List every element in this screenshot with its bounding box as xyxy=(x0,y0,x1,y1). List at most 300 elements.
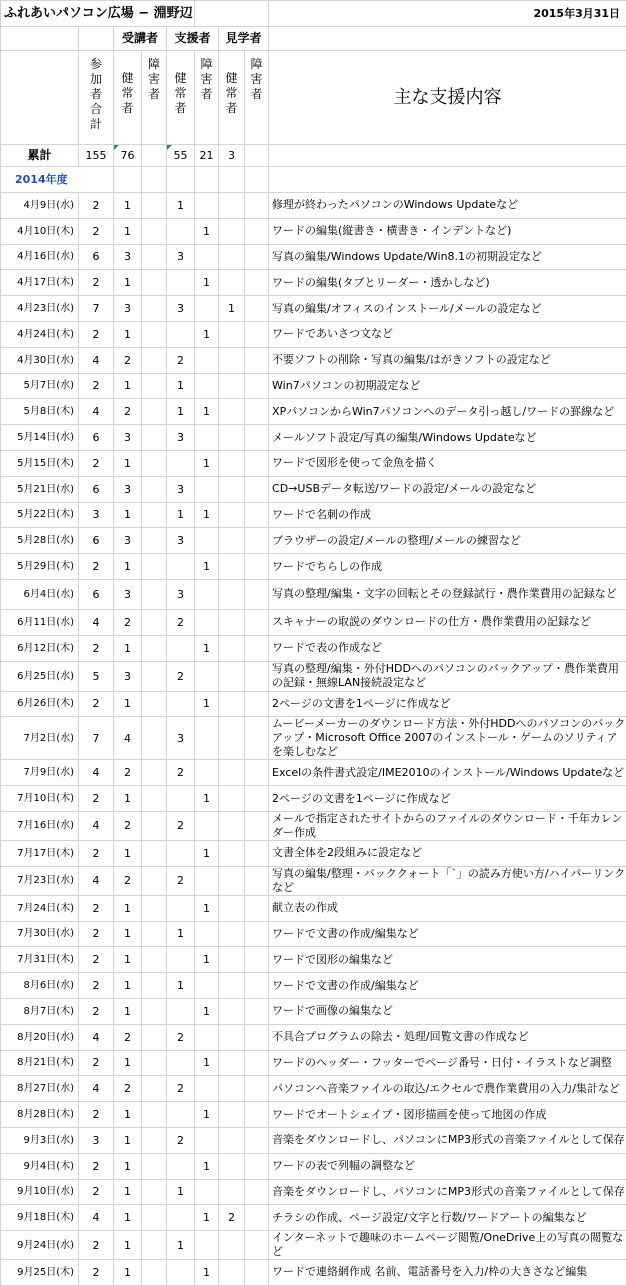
row-description: ムービーメーカーのダウンロード方法・外付HDDへのパソコンのバックアップ・Microsoft Office 2007のインストール・ゲームのソリティアを楽しむなど xyxy=(269,717,626,760)
row-trainee-disabled xyxy=(142,347,167,373)
row-observer-disabled xyxy=(245,635,269,661)
row-date: 9月24日(水) xyxy=(1,1231,79,1260)
table-row xyxy=(1,1050,626,1076)
row-description: ワードでオートシェイプ・図形描画を使って地図の作成 xyxy=(269,1102,626,1128)
row-total: 2 xyxy=(79,218,114,244)
row-total: 4 xyxy=(79,811,114,840)
row-trainee-disabled xyxy=(142,973,167,999)
row-supporter-healthy: 3 xyxy=(167,579,195,609)
row-supporter-disabled xyxy=(195,1179,219,1205)
row-supporter-disabled xyxy=(195,1127,219,1153)
row-date: 4月23日(水) xyxy=(1,296,79,322)
row-trainee-healthy: 3 xyxy=(114,661,142,691)
row-total: 4 xyxy=(79,1024,114,1050)
row-description: 不要ソフトの削除・写真の編集/はがきソフトの設定など xyxy=(269,347,626,373)
row-trainee-healthy: 1 xyxy=(114,1205,142,1231)
row-observer-disabled xyxy=(245,1050,269,1076)
row-trainee-disabled xyxy=(142,1050,167,1076)
row-observer-disabled xyxy=(245,973,269,999)
row-observer-disabled xyxy=(245,760,269,786)
row-description: CD→USBデータ転送/ワードの設定/メールの設定など xyxy=(269,476,626,502)
row-observer-healthy xyxy=(219,244,245,270)
row-date: 8月6日(水) xyxy=(1,973,79,999)
row-supporter-disabled: 1 xyxy=(195,1205,219,1231)
row-trainee-healthy: 2 xyxy=(114,347,142,373)
row-trainee-healthy: 3 xyxy=(114,476,142,502)
table-row xyxy=(1,321,626,347)
row-supporter-healthy: 3 xyxy=(167,717,195,760)
row-trainee-disabled xyxy=(142,840,167,866)
row-observer-healthy xyxy=(219,502,245,528)
row-observer-disabled xyxy=(245,811,269,840)
row-observer-healthy xyxy=(219,476,245,502)
row-trainee-healthy: 2 xyxy=(114,609,142,635)
row-observer-healthy xyxy=(219,895,245,921)
row-date: 5月21日(水) xyxy=(1,476,79,502)
row-supporter-disabled xyxy=(195,1231,219,1260)
row-trainee-healthy: 1 xyxy=(114,218,142,244)
row-supporter-healthy xyxy=(167,554,195,580)
row-date: 6月4日(水) xyxy=(1,579,79,609)
row-description: ワードで文書の作成/編集など xyxy=(269,973,626,999)
row-description: ワードで図形の編集など xyxy=(269,947,626,973)
row-trainee-healthy: 1 xyxy=(114,1153,142,1179)
row-observer-disabled xyxy=(245,425,269,451)
row-description: XPパソコンからWin7パソコンへのデータ引っ越し/ワードの罫線など xyxy=(269,399,626,425)
header-char: 障 xyxy=(195,57,218,72)
row-trainee-disabled xyxy=(142,691,167,717)
row-observer-healthy xyxy=(219,691,245,717)
row-observer-disabled xyxy=(245,502,269,528)
row-description: ワードであいさつ文など xyxy=(269,321,626,347)
row-supporter-healthy: 2 xyxy=(167,1024,195,1050)
row-supporter-disabled xyxy=(195,1076,219,1102)
row-observer-disabled xyxy=(245,895,269,921)
table-row xyxy=(1,244,626,270)
totals-supporter-healthy: 55 xyxy=(167,145,195,167)
row-trainee-disabled xyxy=(142,609,167,635)
row-total: 2 xyxy=(79,1153,114,1179)
row-observer-healthy xyxy=(219,609,245,635)
header-char: 常 xyxy=(167,86,194,101)
row-total: 2 xyxy=(79,554,114,580)
totals-trainee-disabled xyxy=(142,145,167,167)
row-description: 修理が終わったパソコンのWindows Updateなど xyxy=(269,193,626,219)
row-observer-healthy xyxy=(219,1024,245,1050)
totals-trainee-healthy: 76 xyxy=(114,145,142,167)
header-char: 者 xyxy=(114,101,141,116)
row-trainee-healthy: 2 xyxy=(114,1024,142,1050)
row-total: 4 xyxy=(79,609,114,635)
row-trainee-disabled xyxy=(142,1076,167,1102)
row-date: 4月16日(水) xyxy=(1,244,79,270)
row-observer-healthy xyxy=(219,450,245,476)
row-observer-healthy xyxy=(219,1127,245,1153)
row-date: 9月3日(水) xyxy=(1,1127,79,1153)
row-description: ワードでちらしの作成 xyxy=(269,554,626,580)
header-char: 害 xyxy=(245,72,268,87)
row-description: ワードの編集(タブとリーダー・透かしなど) xyxy=(269,270,626,296)
col-total-header xyxy=(79,51,114,145)
row-supporter-healthy xyxy=(167,998,195,1024)
row-description: スキャナーの取説のダウンロードの仕方・農作業費用の記録など xyxy=(269,609,626,635)
header-char: 常 xyxy=(219,86,244,101)
table-row xyxy=(1,609,626,635)
row-date: 6月25日(水) xyxy=(1,661,79,691)
row-supporter-disabled xyxy=(195,811,219,840)
row-description: チラシの作成、ページ設定/文字と行数/ワードアートの編集など xyxy=(269,1205,626,1231)
row-observer-healthy xyxy=(219,921,245,947)
row-observer-disabled xyxy=(245,717,269,760)
row-total: 2 xyxy=(79,998,114,1024)
row-observer-healthy xyxy=(219,1260,245,1286)
row-observer-healthy xyxy=(219,786,245,812)
row-trainee-healthy: 1 xyxy=(114,973,142,999)
row-observer-healthy xyxy=(219,1050,245,1076)
row-supporter-disabled: 1 xyxy=(195,635,219,661)
row-trainee-healthy: 1 xyxy=(114,895,142,921)
row-total: 3 xyxy=(79,1127,114,1153)
row-observer-healthy xyxy=(219,1102,245,1128)
row-observer-disabled xyxy=(245,528,269,554)
row-total: 2 xyxy=(79,1231,114,1260)
row-date: 7月24日(木) xyxy=(1,895,79,921)
row-total: 2 xyxy=(79,895,114,921)
row-total: 2 xyxy=(79,321,114,347)
row-observer-healthy xyxy=(219,425,245,451)
totals-observer-disabled xyxy=(245,145,269,167)
row-date: 5月8日(木) xyxy=(1,399,79,425)
row-total: 2 xyxy=(79,450,114,476)
row-trainee-healthy: 3 xyxy=(114,425,142,451)
table-row xyxy=(1,450,626,476)
row-observer-healthy xyxy=(219,635,245,661)
row-description: パソコンへ音楽ファイルの取込/エクセルで農作業費用の入力/集計など xyxy=(269,1076,626,1102)
row-supporter-disabled xyxy=(195,425,219,451)
row-trainee-disabled xyxy=(142,717,167,760)
row-description: 2ページの文書を1ページに作成など xyxy=(269,786,626,812)
table-row xyxy=(1,1231,626,1260)
row-date: 7月30日(水) xyxy=(1,921,79,947)
row-date: 9月18日(木) xyxy=(1,1205,79,1231)
row-observer-disabled xyxy=(245,947,269,973)
row-supporter-healthy xyxy=(167,1260,195,1286)
row-trainee-disabled xyxy=(142,193,167,219)
table-row xyxy=(1,760,626,786)
row-observer-healthy xyxy=(219,579,245,609)
row-observer-healthy xyxy=(219,270,245,296)
table-row xyxy=(1,691,626,717)
row-supporter-disabled: 1 xyxy=(195,502,219,528)
table-row xyxy=(1,579,626,609)
row-description: ワードで表の作成など xyxy=(269,635,626,661)
row-supporter-disabled xyxy=(195,193,219,219)
row-date: 8月21日(木) xyxy=(1,1050,79,1076)
row-trainee-healthy: 1 xyxy=(114,921,142,947)
row-observer-healthy: 2 xyxy=(219,1205,245,1231)
row-date: 4月9日(水) xyxy=(1,193,79,219)
row-trainee-healthy: 1 xyxy=(114,373,142,399)
row-observer-disabled xyxy=(245,1024,269,1050)
row-observer-healthy xyxy=(219,554,245,580)
row-observer-healthy xyxy=(219,811,245,840)
row-observer-healthy xyxy=(219,973,245,999)
row-trainee-disabled xyxy=(142,321,167,347)
row-total: 2 xyxy=(79,1260,114,1286)
row-date: 7月9日(水) xyxy=(1,760,79,786)
table-row xyxy=(1,1102,626,1128)
header-char: 常 xyxy=(114,86,141,101)
row-trainee-healthy: 1 xyxy=(114,1179,142,1205)
row-trainee-healthy: 1 xyxy=(114,554,142,580)
row-supporter-healthy xyxy=(167,786,195,812)
row-supporter-healthy: 1 xyxy=(167,973,195,999)
table-row xyxy=(1,973,626,999)
row-description: インターネットで趣味のホームページ閲覧/OneDrive上の写真の閲覧など xyxy=(269,1231,626,1260)
row-description: ワードで文書の作成/編集など xyxy=(269,921,626,947)
row-date: 7月31日(木) xyxy=(1,947,79,973)
row-supporter-disabled: 1 xyxy=(195,321,219,347)
table-row xyxy=(1,998,626,1024)
table-row xyxy=(1,296,626,322)
table-row xyxy=(1,218,626,244)
table-row xyxy=(1,476,626,502)
row-supporter-healthy: 3 xyxy=(167,528,195,554)
row-trainee-disabled xyxy=(142,296,167,322)
row-total: 4 xyxy=(79,347,114,373)
row-observer-disabled xyxy=(245,270,269,296)
row-supporter-disabled xyxy=(195,760,219,786)
row-date: 4月10日(木) xyxy=(1,218,79,244)
row-trainee-healthy: 3 xyxy=(114,296,142,322)
row-date: 5月28日(水) xyxy=(1,528,79,554)
row-supporter-disabled xyxy=(195,244,219,270)
row-observer-disabled xyxy=(245,554,269,580)
row-total: 2 xyxy=(79,840,114,866)
row-observer-disabled xyxy=(245,579,269,609)
row-supporter-disabled: 1 xyxy=(195,947,219,973)
row-trainee-healthy: 2 xyxy=(114,866,142,895)
row-supporter-healthy xyxy=(167,1205,195,1231)
row-observer-healthy xyxy=(219,947,245,973)
row-observer-healthy: 1 xyxy=(219,296,245,322)
row-description: Win7パソコンの初期設定など xyxy=(269,373,626,399)
row-observer-healthy xyxy=(219,399,245,425)
row-trainee-healthy: 3 xyxy=(114,244,142,270)
row-trainee-disabled xyxy=(142,502,167,528)
row-total: 6 xyxy=(79,579,114,609)
row-observer-disabled xyxy=(245,399,269,425)
row-trainee-disabled xyxy=(142,1102,167,1128)
row-trainee-healthy: 1 xyxy=(114,635,142,661)
row-description: 写真の整理/編集・外付HDDへのパソコンのバックアップ・農作業費用の記録・無線LAN接続設定など xyxy=(269,661,626,691)
row-trainee-disabled xyxy=(142,1205,167,1231)
row-observer-healthy xyxy=(219,528,245,554)
row-observer-disabled xyxy=(245,998,269,1024)
row-trainee-healthy: 1 xyxy=(114,691,142,717)
row-date: 9月4日(木) xyxy=(1,1153,79,1179)
row-supporter-healthy: 2 xyxy=(167,1076,195,1102)
fiscal-year-label: 2014年度 xyxy=(1,167,114,193)
row-supporter-disabled xyxy=(195,528,219,554)
row-supporter-disabled xyxy=(195,609,219,635)
row-total: 4 xyxy=(79,866,114,895)
row-date: 7月23日(水) xyxy=(1,866,79,895)
row-description: ワードの編集(縦書き・横書き・インデントなど) xyxy=(269,218,626,244)
row-description: 写真の編集/オフィスのインストール/メールの設定など xyxy=(269,296,626,322)
row-total: 2 xyxy=(79,373,114,399)
row-supporter-healthy xyxy=(167,1102,195,1128)
row-date: 4月30日(水) xyxy=(1,347,79,373)
page-title: ふれあいパソコン広場 − 淵野辺 xyxy=(1,1,195,27)
header-char: 者 xyxy=(245,87,268,102)
row-description: 写真の整理/編集・文字の回転とその登録試行・農作業費用の記録など xyxy=(269,579,626,609)
header-char: 加 xyxy=(79,72,113,87)
row-description: メールで指定されたサイトからのファイルのダウンロード・千年カレンダー作成 xyxy=(269,811,626,840)
row-trainee-disabled xyxy=(142,661,167,691)
row-description: 写真の編集/Windows Update/Win8.1の初期設定など xyxy=(269,244,626,270)
row-total: 6 xyxy=(79,425,114,451)
row-supporter-disabled xyxy=(195,717,219,760)
report-date: 2015年3月31日 xyxy=(269,1,626,27)
row-date: 7月17日(木) xyxy=(1,840,79,866)
row-supporter-disabled: 1 xyxy=(195,399,219,425)
row-observer-disabled xyxy=(245,373,269,399)
table-row xyxy=(1,528,626,554)
row-observer-disabled xyxy=(245,193,269,219)
row-trainee-disabled xyxy=(142,218,167,244)
row-description: メールソフト設定/写真の編集/Windows Updateなど xyxy=(269,425,626,451)
col-observer-disabled-header xyxy=(245,51,269,145)
table-row xyxy=(1,1260,626,1286)
row-trainee-disabled xyxy=(142,399,167,425)
row-observer-disabled xyxy=(245,1205,269,1231)
table-row xyxy=(1,661,626,691)
row-observer-disabled xyxy=(245,1231,269,1260)
row-supporter-healthy xyxy=(167,450,195,476)
row-observer-disabled xyxy=(245,1127,269,1153)
row-date: 5月14日(水) xyxy=(1,425,79,451)
header-char: 障 xyxy=(245,57,268,72)
row-supporter-healthy xyxy=(167,895,195,921)
row-trainee-healthy: 1 xyxy=(114,1260,142,1286)
row-total: 2 xyxy=(79,270,114,296)
row-description: 献立表の作成 xyxy=(269,895,626,921)
row-observer-disabled xyxy=(245,691,269,717)
totals-label: 累計 xyxy=(1,145,79,167)
row-supporter-healthy: 2 xyxy=(167,661,195,691)
row-supporter-disabled: 1 xyxy=(195,450,219,476)
row-description: ワードで連絡網作成 名前、電話番号を入力/枠の大きさなど編集 xyxy=(269,1260,626,1286)
row-trainee-healthy: 2 xyxy=(114,399,142,425)
row-total: 2 xyxy=(79,1179,114,1205)
row-supporter-disabled: 1 xyxy=(195,786,219,812)
row-trainee-disabled xyxy=(142,476,167,502)
row-date: 7月2日(水) xyxy=(1,717,79,760)
row-total: 6 xyxy=(79,476,114,502)
row-observer-healthy xyxy=(219,1153,245,1179)
totals-total: 155 xyxy=(79,145,114,167)
row-supporter-healthy: 1 xyxy=(167,921,195,947)
row-description: 音楽をダウンロードし、パソコンにMP3形式の音楽ファイルとして保存 xyxy=(269,1127,626,1153)
row-trainee-disabled xyxy=(142,866,167,895)
row-trainee-disabled xyxy=(142,244,167,270)
row-observer-healthy xyxy=(219,1179,245,1205)
row-total: 4 xyxy=(79,1076,114,1102)
row-observer-disabled xyxy=(245,450,269,476)
row-total: 2 xyxy=(79,947,114,973)
row-supporter-healthy xyxy=(167,691,195,717)
row-description: ワードの表で列幅の調整など xyxy=(269,1153,626,1179)
row-supporter-healthy xyxy=(167,270,195,296)
row-supporter-healthy: 3 xyxy=(167,244,195,270)
row-total: 2 xyxy=(79,921,114,947)
row-total: 7 xyxy=(79,296,114,322)
row-trainee-disabled xyxy=(142,811,167,840)
row-supporter-disabled xyxy=(195,347,219,373)
group-observers: 見学者 xyxy=(219,27,269,51)
row-supporter-disabled xyxy=(195,1024,219,1050)
header-char: 健 xyxy=(219,71,244,86)
row-observer-disabled xyxy=(245,1260,269,1286)
row-total: 2 xyxy=(79,193,114,219)
row-total: 6 xyxy=(79,244,114,270)
row-observer-disabled xyxy=(245,866,269,895)
row-supporter-disabled: 1 xyxy=(195,840,219,866)
row-trainee-disabled xyxy=(142,450,167,476)
row-date: 5月29日(木) xyxy=(1,554,79,580)
row-description: 写真の編集/整理・バッククォート「`」の読み方使い方/ハイパーリンクなど xyxy=(269,866,626,895)
table-row xyxy=(1,1179,626,1205)
row-observer-disabled xyxy=(245,609,269,635)
row-supporter-healthy: 1 xyxy=(167,502,195,528)
row-observer-healthy xyxy=(219,661,245,691)
row-supporter-disabled xyxy=(195,973,219,999)
row-supporter-disabled: 1 xyxy=(195,895,219,921)
row-supporter-healthy xyxy=(167,947,195,973)
row-total: 7 xyxy=(79,717,114,760)
row-trainee-disabled xyxy=(142,1024,167,1050)
row-supporter-disabled xyxy=(195,866,219,895)
row-date: 7月10日(木) xyxy=(1,786,79,812)
table-row xyxy=(1,921,626,947)
row-date: 8月27日(水) xyxy=(1,1076,79,1102)
row-trainee-disabled xyxy=(142,1260,167,1286)
title-row xyxy=(1,1,626,27)
row-observer-healthy xyxy=(219,998,245,1024)
col-trainee-healthy-header xyxy=(114,51,142,145)
row-supporter-healthy: 3 xyxy=(167,476,195,502)
group-header-row xyxy=(1,27,626,51)
totals-observer-healthy: 3 xyxy=(219,145,245,167)
row-supporter-disabled: 1 xyxy=(195,691,219,717)
row-total: 4 xyxy=(79,399,114,425)
table-row xyxy=(1,866,626,895)
row-trainee-healthy: 1 xyxy=(114,786,142,812)
row-trainee-healthy: 2 xyxy=(114,760,142,786)
table-row xyxy=(1,947,626,973)
row-date: 5月7日(水) xyxy=(1,373,79,399)
group-supporters: 支援者 xyxy=(167,27,219,51)
table-row xyxy=(1,373,626,399)
row-observer-disabled xyxy=(245,1076,269,1102)
row-trainee-disabled xyxy=(142,998,167,1024)
row-observer-healthy xyxy=(219,347,245,373)
row-supporter-disabled: 1 xyxy=(195,1050,219,1076)
row-trainee-disabled xyxy=(142,1231,167,1260)
table-row xyxy=(1,502,626,528)
col-supporter-healthy-header xyxy=(167,51,195,145)
